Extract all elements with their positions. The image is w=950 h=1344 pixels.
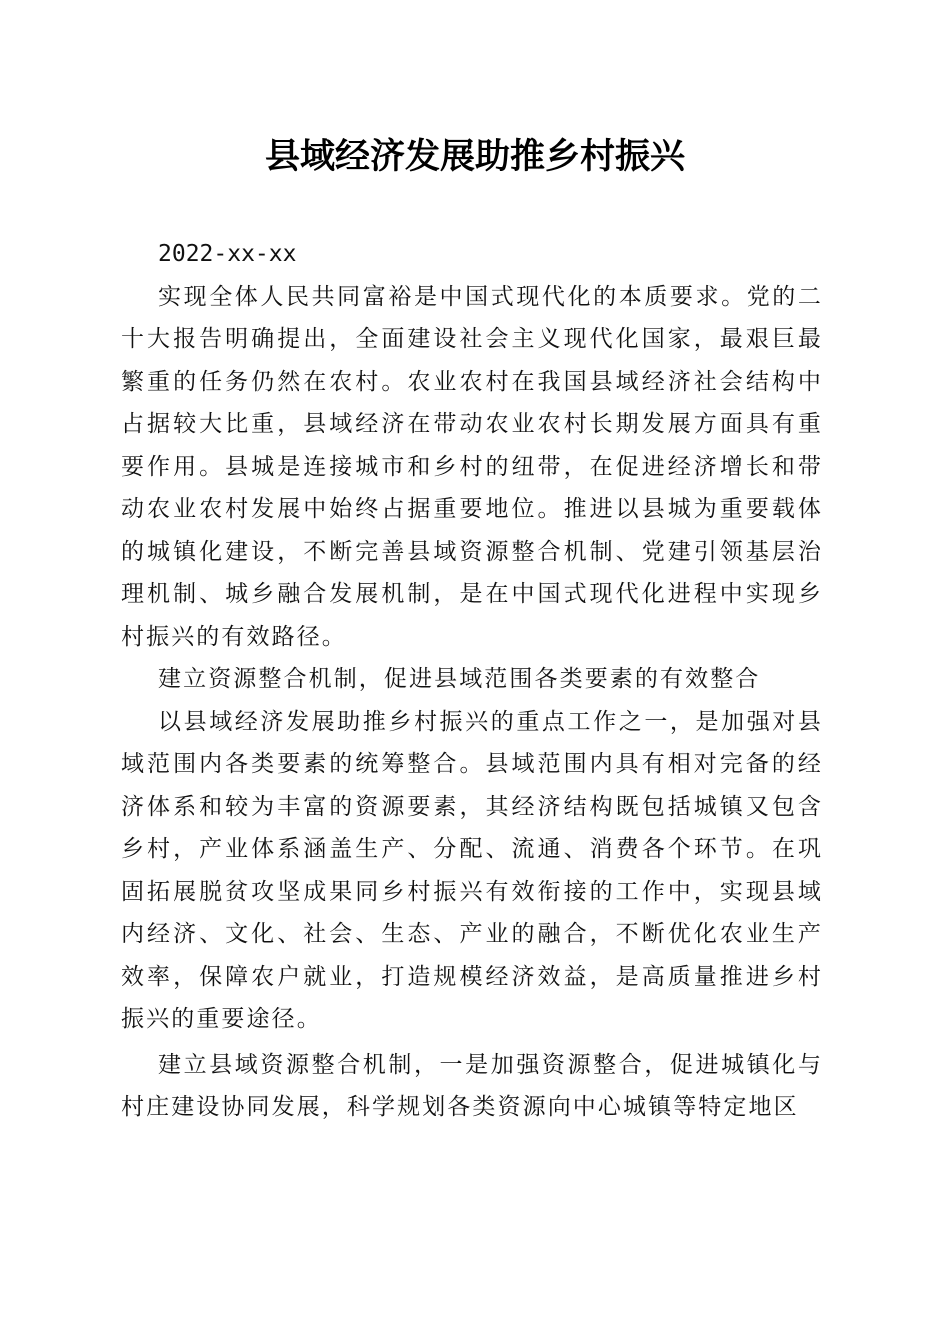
document-date (121, 233, 823, 276)
date-text: 2022-xx-xx (158, 241, 297, 267)
document-body (121, 233, 823, 1129)
paragraph-intro: 实现全体人民共同富裕是中国式现代化的本质要求。党的二十大报告明确提出，全面建设社会主义现代化国家，最艰巨最繁重的任务仍然在农村。农业农村在我国县域经济社会结构中占据较大比重，县域经济在带动农业农村长期发展方面具有重要作用。县城是连接城市和乡村的纽带，在促进经济增长和带动农业农村发展中始终占据重要地位。推进以县城为重要载体的城镇化建设，不断完善县域资源整合机制、党建引领基层治理机制、城乡融合发展机制，是在中国式现代化进程中实现乡村振兴的有效路径。 (121, 283, 823, 650)
document-title: 县域经济发展助推乡村振兴 (264, 136, 685, 177)
paragraph-integration: 以县域经济发展助推乡村振兴的重点工作之一，是加强对县域范围内各类要素的统筹整合。县域范围内具有相对完备的经济体系和较为丰富的资源要素，其经济结构既包括城镇又包含乡村，产业体系涵盖生产、分配、流通、消费各个环节。在巩固拓展脱贫攻坚成果同乡村振兴有效衔接的工作中，实现县域内经济、文化、社会、生态、产业的融合，不断优化农业生产效率，保障农户就业，打造规模经济效益，是高质量推进乡村振兴的重要途径。 (121, 708, 823, 1032)
section-heading: 建立资源整合机制，促进县域范围各类要素的有效整合 (158, 666, 761, 692)
paragraph-mechanism: 建立县域资源整合机制，一是加强资源整合，促进城镇化与村庄建设协同发展，科学规划各类资源向中心城镇等特定地区 (121, 1051, 823, 1120)
